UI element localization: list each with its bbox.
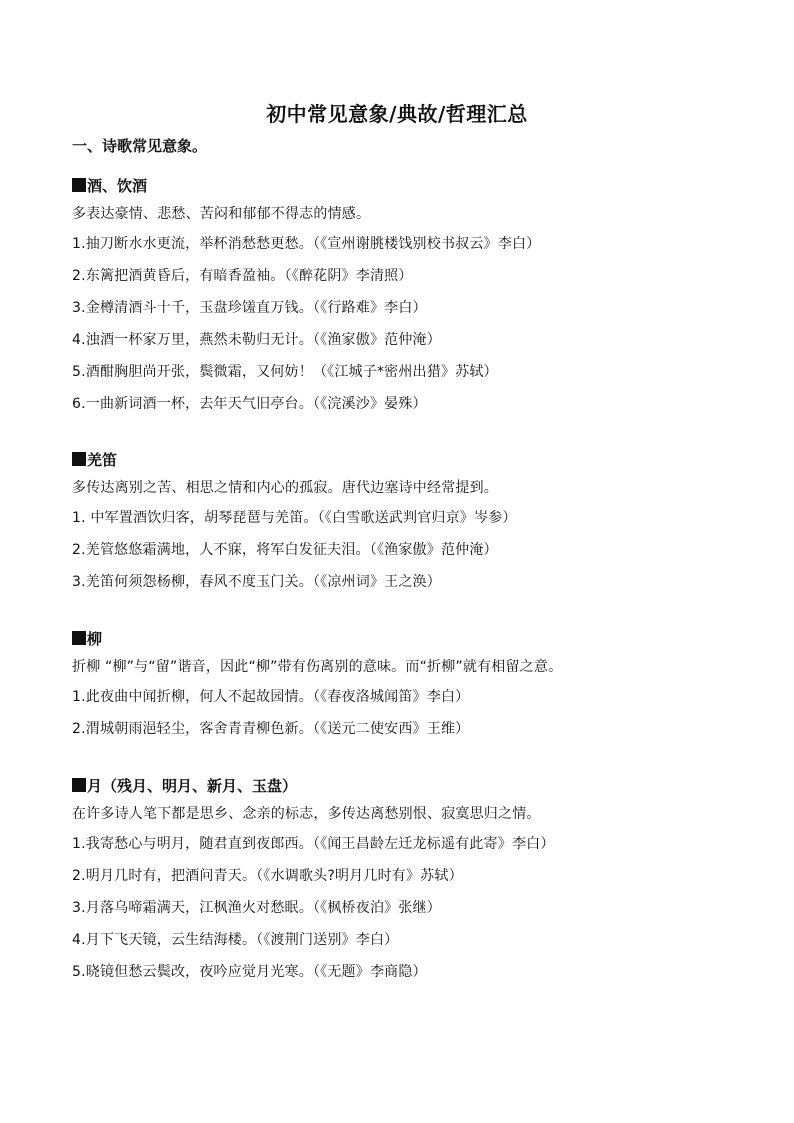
poem-line: 1. 中军置酒饮归客，胡琴琵琶与羌笛。（《白雪歌送武判官归京》岑参） — [72, 510, 517, 526]
square-bullet-icon — [72, 452, 86, 466]
poem-line: 3.月落乌啼霜满天，江枫渔火对愁眠。（《枫桥夜泊》张继） — [72, 900, 441, 916]
section-heading — [72, 446, 762, 474]
section-description: 多传达离别之苦、相思之情和内心的孤寂。唐代边塞诗中经常提到。 — [72, 480, 498, 496]
section-heading-text: 月（残月、明月、新月、玉盘） — [87, 777, 298, 795]
section-wine — [72, 172, 762, 420]
poem-line: 4.月下飞天镜，云生结海楼。（《渡荆门送别》李白） — [72, 932, 399, 948]
section-moon — [72, 772, 762, 988]
section-description: 在许多诗人笔下都是思乡、念亲的标志，多传达离愁别恨、寂寞思归之情。 — [72, 806, 541, 822]
poem-line: 4.浊酒一杯家万里，燕然未勒归无计。（《渔家傲》范仲淹） — [72, 332, 441, 348]
square-bullet-icon — [72, 178, 86, 192]
section-heading — [72, 772, 762, 800]
section-heading — [72, 625, 762, 653]
square-bullet-icon — [72, 778, 86, 792]
section-heading-text: 羌笛 — [87, 451, 118, 469]
poem-line: 5.酒酣胸胆尚开张，鬓微霜，又何妨！（《江城子*密州出猎》苏轼） — [72, 364, 498, 380]
poem-line: 2.东篱把酒黄昏后，有暗香盈袖。（《醉花阴》李清照） — [72, 268, 413, 284]
part-heading: 一、诗歌常见意象。 — [72, 137, 208, 155]
poem-line: 2.明月几时有，把酒问青天。（《水调歌头?明月几时有》苏轼） — [72, 868, 463, 884]
poem-line: 1.此夜曲中闻折柳，何人不起故园情。（《春夜洛城闻笛》李白） — [72, 689, 470, 705]
section-willow — [72, 625, 762, 745]
section-heading-text: 酒、饮酒 — [87, 177, 148, 195]
poem-line: 1.抽刀断水水更流，举杯消愁愁更愁。（《宣州谢朓楼饯别校书叔云》李白） — [72, 236, 541, 252]
section-heading-text: 柳 — [87, 630, 103, 648]
section-description: 多表达豪情、悲愁、苦闷和郁郁不得志的情感。 — [72, 206, 371, 222]
square-bullet-icon — [72, 631, 86, 645]
section-description: 折柳 “柳”与“留”谐音，因此“柳”带有伤离别的意味。而“折柳”就有相留之意。 — [72, 659, 563, 675]
poem-line: 2.渭城朝雨浥轻尘，客舍青青柳色新。（《送元二使安西》王维） — [72, 721, 470, 737]
poem-line: 3.金樽清酒斗十千，玉盘珍馐直万钱。（《行路难》李白） — [72, 300, 427, 316]
section-qiang-flute — [72, 446, 762, 598]
poem-line: 3.羌笛何须怨杨柳，春风不度玉门关。（《凉州词》王之涣） — [72, 574, 441, 590]
document-title: 初中常见意象/典故/哲理汇总 — [266, 102, 528, 126]
poem-line: 6.一曲新词酒一杯，去年天气旧亭台。（《浣溪沙》晏殊） — [72, 396, 427, 412]
poem-line: 5.晓镜但愁云鬓改，夜吟应觉月光寒。（《无题》李商隐） — [72, 964, 427, 980]
section-heading — [72, 172, 762, 200]
poem-line: 1.我寄愁心与明月，随君直到夜郎西。（《闻王昌龄左迁龙标遥有此寄》李白） — [72, 836, 555, 852]
poem-line: 2.羌管悠悠霜满地，人不寐，将军白发征夫泪。（《渔家傲》范仲淹） — [72, 542, 498, 558]
